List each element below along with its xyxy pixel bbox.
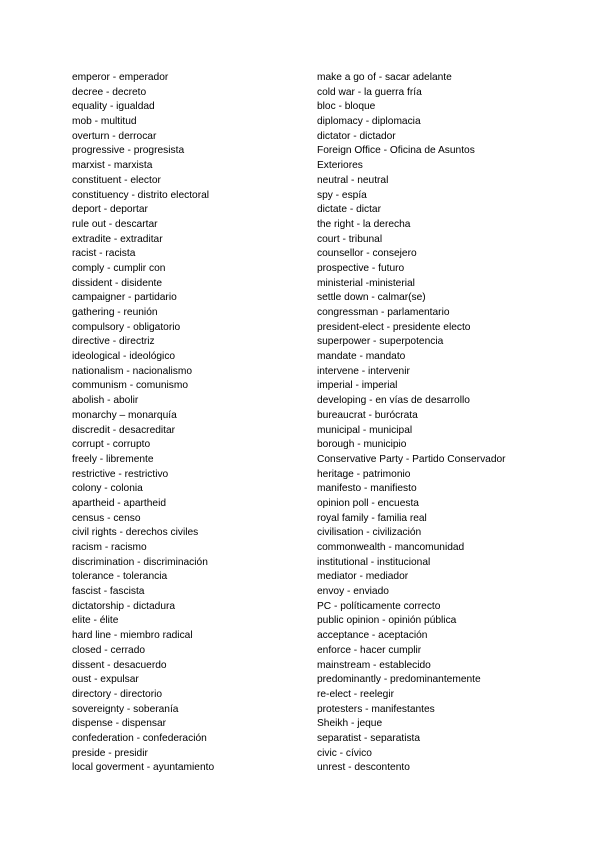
vocabulary-entry: marxist - marxista <box>72 160 153 172</box>
vocabulary-entry: tolerance - tolerancia <box>72 571 168 583</box>
vocabulary-entry: mediator - mediador <box>317 571 409 583</box>
vocabulary-entry: civilisation - civilización <box>317 527 422 539</box>
vocabulary-entry: extradite - extraditar <box>72 233 163 245</box>
vocabulary-entry: deport - deportar <box>72 204 148 216</box>
vocabulary-entry: the right - la derecha <box>317 218 411 230</box>
vocabulary-entry: sovereignty - soberanía <box>72 703 179 715</box>
vocabulary-entry: dissent - desacuerdo <box>72 659 167 671</box>
vocabulary-entry: preside - presidir <box>72 747 148 759</box>
vocabulary-entry: institutional - institucional <box>317 556 431 568</box>
vocabulary-entry: Exteriores <box>317 160 363 172</box>
vocabulary-entry: elite - élite <box>72 615 119 627</box>
vocabulary-entry: royal family - familia real <box>317 512 427 524</box>
vocabulary-entry: closed - cerrado <box>72 644 146 656</box>
vocabulary-entry: freely - libremente <box>72 453 154 465</box>
vocabulary-entry: superpower - superpotencia <box>317 336 444 348</box>
vocabulary-entry: nationalism - nacionalismo <box>72 365 193 377</box>
vocabulary-entry: counsellor - consejero <box>317 248 417 260</box>
vocabulary-entry: unrest - descontento <box>317 762 410 774</box>
vocabulary-entry: oust - expulsar <box>72 674 139 686</box>
vocabulary-entry: enforce - hacer cumplir <box>317 644 422 656</box>
left-vocabulary-column <box>72 71 214 776</box>
vocabulary-entry: envoy - enviado <box>317 586 389 598</box>
vocabulary-entry: dictatorship - dictadura <box>72 600 176 612</box>
vocabulary-entry: directory - directorio <box>72 688 163 700</box>
vocabulary-entry: court - tribunal <box>317 233 383 245</box>
vocabulary-entry: re-elect - reelegir <box>317 688 394 700</box>
vocabulary-entry: abolish - abolir <box>72 395 139 407</box>
vocabulary-entry: census - censo <box>72 512 141 524</box>
vocabulary-entry: compulsory - obligatorio <box>72 321 181 333</box>
vocabulary-entry: dissident - disidente <box>72 277 163 289</box>
vocabulary-entry: prospective - futuro <box>317 262 405 274</box>
vocabulary-entry: civic - cívico <box>317 747 372 759</box>
vocabulary-entry: ministerial -ministerial <box>317 277 415 289</box>
vocabulary-entry: president-elect - presidente electo <box>317 321 471 333</box>
vocabulary-entry: colony - colonia <box>72 483 143 495</box>
vocabulary-entry: developing - en vías de desarrollo <box>317 395 470 407</box>
vocabulary-entry: congressman - parlamentario <box>317 307 450 318</box>
vocabulary-entry: ideological - ideológico <box>72 351 176 363</box>
vocabulary-entry: opinion poll - encuesta <box>317 497 419 509</box>
vocabulary-entry: cold war - la guerra fría <box>317 86 422 98</box>
vocabulary-entry: acceptance - aceptación <box>317 630 428 642</box>
vocabulary-entry: separatist - separatista <box>317 732 421 744</box>
vocabulary-entry: monarchy – monarquía <box>72 409 177 421</box>
vocabulary-entry: restrictive - restrictivo <box>72 468 169 480</box>
vocabulary-entry: borough - municipio <box>317 439 407 451</box>
vocabulary-entry: neutral - neutral <box>317 174 389 186</box>
vocabulary-entry: fascist - fascista <box>72 586 145 598</box>
vocabulary-entry: constituency - distrito electoral <box>72 189 210 201</box>
vocabulary-entry: racist - racista <box>72 248 136 260</box>
vocabulary-entry: constituent - elector <box>72 174 161 186</box>
vocabulary-entry: progressive - progresista <box>72 145 185 157</box>
vocabulary-entry: manifesto - manifiesto <box>317 483 417 495</box>
vocabulary-entry: settle down - calmar(se) <box>317 292 426 304</box>
vocabulary-entry: spy - espía <box>317 189 367 201</box>
vocabulary-entry: Sheikh - jeque <box>317 718 383 730</box>
vocabulary-entry: commonwealth - mancomunidad <box>317 542 465 553</box>
vocabulary-entry: bureaucrat - burócrata <box>317 409 418 421</box>
vocabulary-entry: dispense - dispensar <box>72 718 167 730</box>
vocabulary-entry: intervene - intervenir <box>317 365 410 377</box>
vocabulary-entry: bloc - bloque <box>317 101 376 113</box>
vocabulary-entry: rule out - descartar <box>72 218 158 230</box>
vocabulary-entry: discrimination - discriminación <box>72 556 208 568</box>
vocabulary-entry: diplomacy - diplomacia <box>317 116 421 128</box>
vocabulary-entry: civil rights - derechos civiles <box>72 527 199 539</box>
vocabulary-entry: equality - igualdad <box>72 101 155 113</box>
vocabulary-entry: Foreign Office - Oficina de Asuntos <box>317 145 475 157</box>
vocabulary-entry: discredit - desacreditar <box>72 424 176 436</box>
vocabulary-entry: confederation - confederación <box>72 732 207 744</box>
vocabulary-entry: mandate - mandato <box>317 351 406 363</box>
vocabulary-entry: mob - multitud <box>72 116 137 128</box>
vocabulary-entry: gathering - reunión <box>72 307 158 318</box>
vocabulary-entry: directive - directriz <box>72 336 155 348</box>
vocabulary-entry: heritage - patrimonio <box>317 468 411 480</box>
vocabulary-entry: local goverment - ayuntamiento <box>72 762 215 774</box>
vocabulary-entry: dictator - dictador <box>317 130 396 142</box>
vocabulary-entry: dictate - dictar <box>317 204 381 216</box>
vocabulary-entry: communism - comunismo <box>72 380 189 392</box>
vocabulary-entry: mainstream - establecido <box>317 659 431 671</box>
vocabulary-entry: predominantly - predominantemente <box>317 674 481 686</box>
vocabulary-entry: apartheid - apartheid <box>72 497 167 509</box>
vocabulary-entry: Conservative Party - Partido Conservador <box>317 453 506 465</box>
right-vocabulary-column <box>317 71 506 776</box>
vocabulary-entry: PC - políticamente correcto <box>317 600 441 612</box>
vocabulary-entry: make a go of - sacar adelante <box>317 72 452 83</box>
vocabulary-entry: public opinion - opinión pública <box>317 615 457 627</box>
vocabulary-entry: overturn - derrocar <box>72 130 157 142</box>
vocabulary-entry: campaigner - partidario <box>72 292 177 304</box>
vocabulary-entry: comply - cumplir con <box>72 262 166 274</box>
vocabulary-entry: emperor - emperador <box>72 72 169 83</box>
vocabulary-entry: protesters - manifestantes <box>317 703 435 715</box>
vocabulary-entry: hard line - miembro radical <box>72 630 193 642</box>
vocabulary-entry: corrupt - corrupto <box>72 439 151 451</box>
vocabulary-entry: racism - racismo <box>72 542 147 553</box>
vocabulary-entry: imperial - imperial <box>317 380 398 392</box>
vocabulary-entry: municipal - municipal <box>317 424 413 436</box>
vocabulary-entry: decree - decreto <box>72 86 147 98</box>
